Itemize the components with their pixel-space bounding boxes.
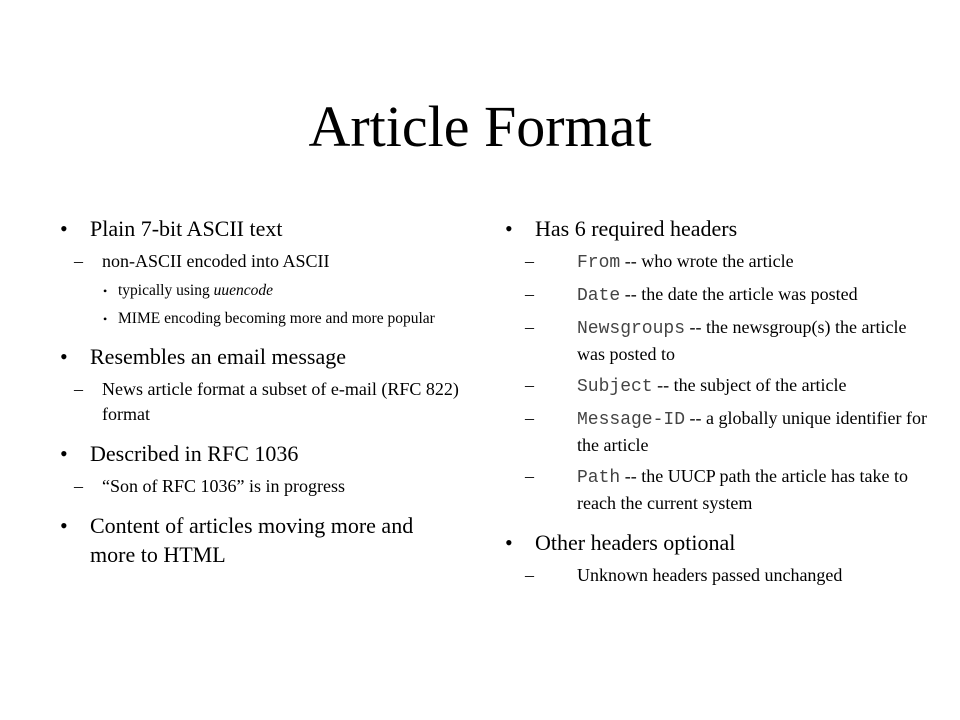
header-item-date: – Date -- the date the article was posted — [525, 284, 858, 306]
header-item-message-id: – Message-ID -- a globally unique identifier for the article — [525, 408, 927, 455]
slide-title: Article Format — [308, 94, 652, 159]
sub-sub-bullet-uuencode: • typically using uuencode — [103, 282, 273, 299]
left-column — [60, 214, 460, 569]
header-item-from: – From -- who wrote the article — [525, 251, 794, 273]
header-item-newsgroups: – Newsgroups -- the newsgroup(s) the article was posted to — [525, 317, 907, 364]
bullet-email-message: • Resembles an email message — [60, 344, 346, 369]
bullet-plain-ascii: • Plain 7-bit ASCII text — [60, 216, 283, 241]
sub-sub-bullet-mime: • MIME encoding becoming more and more popular — [103, 310, 435, 327]
header-item-subject: – Subject -- the subject of the article — [525, 375, 847, 397]
right-column — [505, 214, 935, 588]
sub-bullet-rfc822: – News article format a subset of e-mail (RFC 822) format — [74, 379, 459, 424]
sub-bullet-unknown-headers: – Unknown headers passed unchanged — [525, 565, 843, 585]
bullet-optional-headers: • Other headers optional — [505, 530, 736, 555]
bullet-required-headers: • Has 6 required headers — [505, 216, 738, 241]
header-item-path: – Path -- the UUCP path the article has take to reach the current system — [525, 466, 908, 513]
sub-bullet-son-of-rfc: – “Son of RFC 1036” is in progress — [74, 476, 345, 496]
sub-bullet-non-ascii: – non-ASCII encoded into ASCII — [74, 251, 330, 271]
bullet-html-content: • Content of articles moving more and more to HTML — [60, 513, 414, 567]
bullet-rfc1036: • Described in RFC 1036 — [60, 441, 299, 466]
